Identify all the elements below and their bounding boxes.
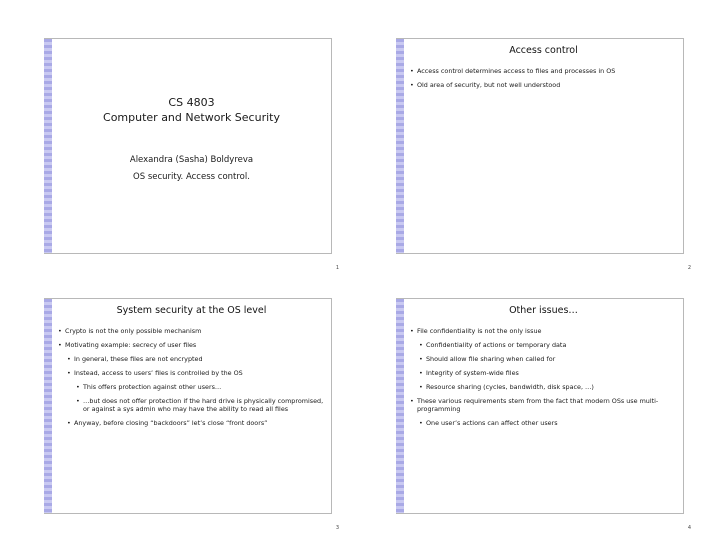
bullet-list	[410, 67, 677, 95]
bullet-item: • Access control determines access to files and processes in OS	[410, 67, 677, 75]
bullet-item: • …but does not offer protection if the hard drive is physically compromised, or against a sys admin who may have the ability to read all files	[76, 397, 325, 413]
slide-number: 1	[335, 265, 339, 271]
author-name: Alexandra (Sasha) Boldyreva	[129, 155, 254, 165]
bullet-item: • File confidentiality is not the only issue	[410, 327, 677, 335]
bullet-item: • Integrity of system-wide files	[419, 369, 677, 377]
course-heading	[52, 95, 331, 125]
bullet-item: • Instead, access to users’ files is controlled by the OS	[67, 369, 325, 377]
bullet-item: • This offers protection against other users…	[76, 383, 325, 391]
slide-decor-bar	[396, 39, 404, 253]
slide-1	[44, 38, 339, 271]
bullet-list	[58, 327, 325, 433]
slide-title: Access control	[509, 45, 578, 56]
bullet-item: • Motivating example: secrecy of user files	[58, 341, 325, 349]
slide-decor-bar	[44, 299, 52, 513]
bullet-item: • These various requirements stem from the fact that modern OSs use multi-programming	[410, 397, 677, 413]
bullet-item: • Confidentiality of actions or temporary data	[419, 341, 677, 349]
bullet-list	[410, 327, 677, 433]
slide-3	[44, 298, 339, 531]
bullet-item: • Crypto is not the only possible mechanism	[58, 327, 325, 335]
slide-decor-bar	[44, 39, 52, 253]
course-name: Computer and Network Security	[103, 111, 280, 124]
slide-decor-bar	[396, 299, 404, 513]
slide-title: Other issues…	[509, 305, 578, 316]
course-code: CS 4803	[168, 96, 215, 109]
bullet-item: • Old area of security, but not well understood	[410, 81, 677, 89]
bullet-item: • Resource sharing (cycles, bandwidth, disk space, …)	[419, 383, 677, 391]
bullet-item: • One user’s actions can affect other users	[419, 419, 677, 427]
slide-4	[396, 298, 691, 531]
slide-2	[396, 38, 691, 271]
slide-number: 4	[687, 525, 691, 531]
bullet-item: • Should allow file sharing when called for	[419, 355, 677, 363]
slide-number: 2	[687, 265, 691, 271]
bullet-item: • In general, these files are not encrypted	[67, 355, 325, 363]
lecture-topic: OS security. Access control.	[133, 172, 250, 182]
bullet-item: • Anyway, before closing “backdoors” let’s close “front doors”	[67, 419, 325, 427]
slide-title: System security at the OS level	[116, 305, 267, 316]
slide-number: 3	[335, 525, 339, 531]
